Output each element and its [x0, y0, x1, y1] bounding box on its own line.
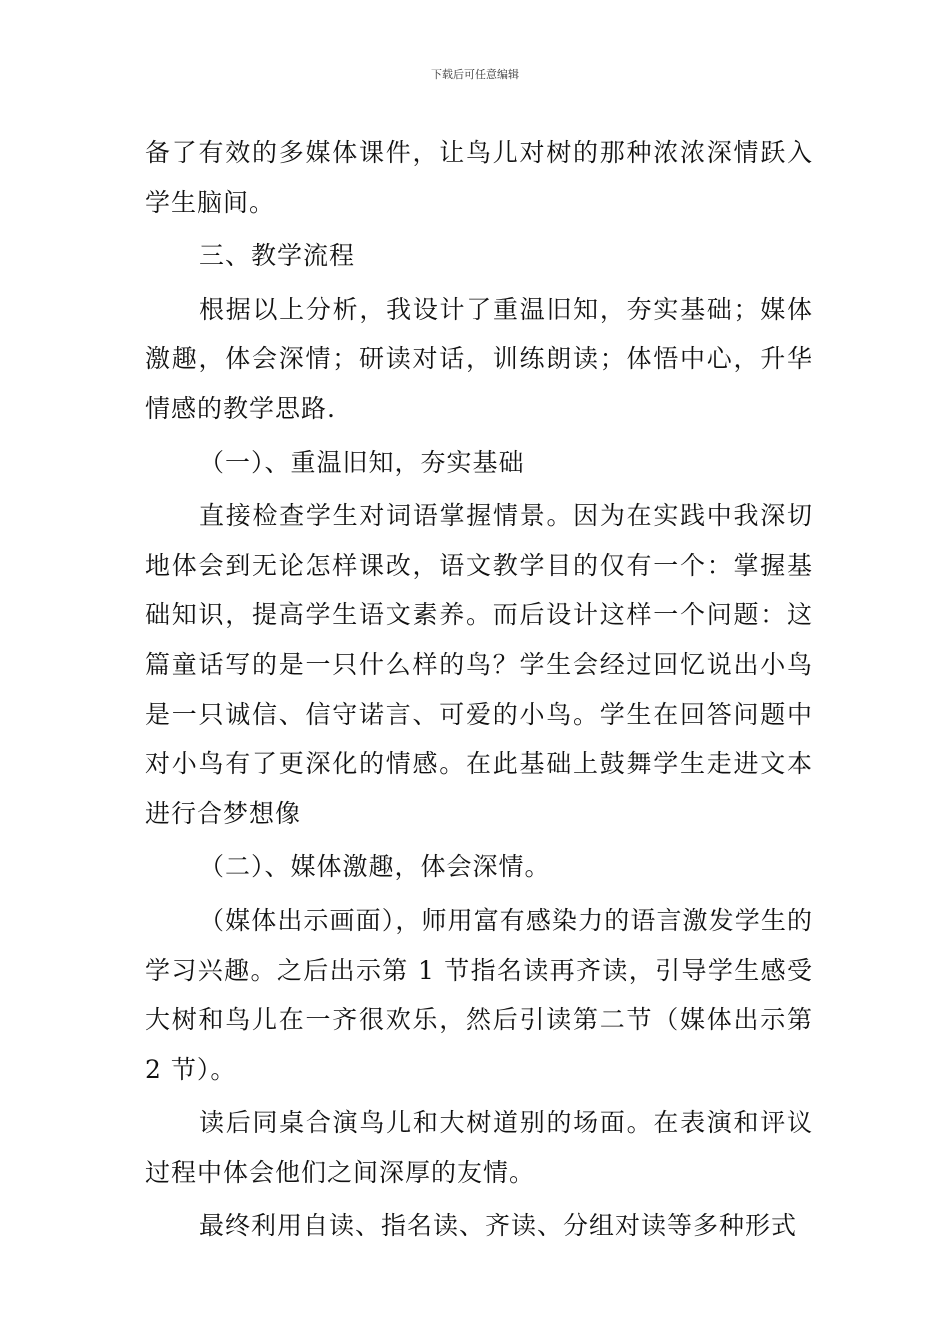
subsection-heading-2: （二）、媒体激趣，体会深情。 — [199, 852, 551, 882]
paragraph-media-display: （媒体出示画面），师用富有感染力的语言激发学生的学习兴趣。之后出示第 1 节指名读再齐读，引导学生感受大树和鸟儿在一齐很欢乐，然后引读第二节（媒体出示第 2 节）。 — [145, 905, 813, 1084]
paragraph-continuation: 备了有效的多媒体课件，让鸟儿对树的那种浓浓深情跃入学生脑间。 — [145, 138, 813, 217]
paragraph-reading-forms: 最终利用自读、指名读、齐读、分组对读等多种形式 — [199, 1211, 798, 1241]
paragraph-analysis: 根据以上分析，我设计了重温旧知，夯实基础；媒体激趣，体会深情；研读对话，训练朗读；体悟中心，升华情感的教学思路. — [145, 294, 813, 423]
subsection-heading-1: （一）、重温旧知，夯实基础 — [199, 447, 525, 477]
paragraph-vocabulary-check: 直接检查学生对词语掌握情景。因为在实践中我深切地体会到无论怎样课改，语文教学目的仅有一个：掌握基础知识，提高学生语文素养。而后设计这样一个问题：这篇童话写的是一只什么样的鸟？学生会经过回忆说出小鸟是一只诚信、信守诺言、可爱的小鸟。学生在回答问题中对小鸟有了更深化的情感。在此基础上鼓舞学生走进文本进行合梦想像 — [145, 501, 813, 828]
page-header-note: 下载后可任意编辑 — [431, 68, 519, 81]
document-body — [145, 128, 813, 1255]
section-heading-teaching-process: 三、教学流程 — [199, 241, 356, 271]
paragraph-role-play: 读后同桌合演鸟儿和大树道别的场面。在表演和评议过程中体会他们之间深厚的友情。 — [145, 1108, 813, 1187]
